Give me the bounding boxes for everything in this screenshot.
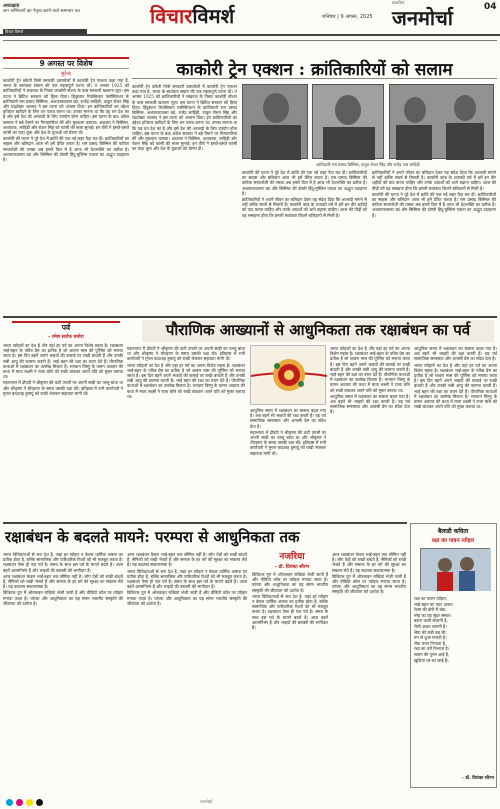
poem-illustration <box>421 549 491 591</box>
poem-line: सावन की पूनम आई है, <box>414 651 450 657</box>
article1-left-text: काकोरी ट्रेन डकैती जिसे सरकारी दस्तावेजों में काकोरी ट्रेन एक्शन कहा गया है, भारत के स्वतंत्रता संग्राम की एक महत्वपूर्ण घटना थी। 9 अगस्त 1925 को क्रांतिकारियों ने लखनऊ के निकट काकोरी स्टेशन के पास सरकारी खजाना लूटा। इस घटना ने ब्रिटिश सरकार को हिला दिया। हिंदुस्तान रिपब्लिकन एसोसिएशन के क्रांतिकारी राम प्रसाद बिस्मिल, अशफाकउल्ला खां, राजेंद्र लाहिड़ी, ठाकुर रोशन सिंह और चंद्रशेखर आजाद ने इस घटना को अंजाम दिया। इन क्रांतिकारियों का उद्देश्य हथियार खरीदने के लिए धन एकत्र करना था। उनका मानना था कि यह धन देश का है और इसे देश की आजादी के लिए उपयोग होना चाहिए। इस घटना के बाद अंग्रेज सरकार ने बड़े पैमाने पर गिरफ्तारियां कीं और मुकदमा चलाया। अदालत ने बिस्मिल, अशफाक, लाहिड़ी और रोशन सिंह को फांसी की सजा सुनाई। इन वीरों ने हंसते-हंसते फांसी का फंदा चूमा और देश के युवाओं को प्रेरणा दी। <box>3 78 129 136</box>
article2-col1-text: भारत त्योहारों का देश है और यहां हर पर्व का अपना विशेष महत्व है। रक्षाबंधन भाई-बहन के पवित्र प्रेम का प्रतीक है जो श्रावण मास की पूर्णिमा को मनाया जाता है। इस दिन बहनें अपने भाइयों की कलाई पर राखी बांधती हैं और उनकी लंबी आयु की कामना करती हैं। भाई बहन की रक्षा का वचन देते हैं। पौराणिक कथाओं में रक्षाबंधन का उल्लेख मिलता है। भगवान विष्णु के वामन अवतार की कथा में माता लक्ष्मी ने राजा बलि को राखी बांधकर अपने पति को मुक्त कराया था। <box>3 343 123 380</box>
article1-mid-column <box>132 84 237 314</box>
article3-col4 <box>332 552 406 792</box>
section-title-b: विमर्श <box>192 4 235 28</box>
article2-col5-text-b: भारत त्योहारों का देश है और यहां हर पर्व का अपना विशेष महत्व है। रक्षाबंधन भाई-बहन के पवित्र प्रेम का प्रतीक है जो श्रावण मास की पूर्णिमा को मनाया जाता है। इस दिन बहनें अपने भाइयों की कलाई पर राखी बांधती हैं और उनकी लंबी आयु की कामना करती हैं। भाई बहन की रक्षा का वचन देते हैं। पौराणिक कथाओं में रक्षाबंधन का उल्लेख मिलता है। भगवान विष्णु के वामन अवतार की कथा में माता लक्ष्मी ने राजा बलि को राखी बांधकर अपने पति को मुक्त कराया था। <box>414 362 497 410</box>
poem-line: रक्षा का पावन त्योहार, <box>414 596 448 601</box>
headline-rakshabandhan: पौराणिक आख्यानों से आधुनिकता तक रक्षाबंधन का पर्व <box>142 320 494 342</box>
article1-col4 <box>372 170 496 314</box>
ad-heading: अध्यक्षता <box>3 3 20 9</box>
poem-author: - डॉ. प्रियंका सौरभ <box>461 776 494 781</box>
rakhi-image <box>250 345 326 405</box>
article3-col1-text-c: डिजिटल युग में ऑनलाइन राखियां भेजी जाती हैं और वीडियो कॉल पर त्योहार मनाया जाता है। परंपरा और आधुनिकता का यह संगम भारतीय संस्कृति की जीवंतता को दर्शाता है। <box>3 590 123 606</box>
publisher: प्रकाशित <box>392 0 405 5</box>
article1-left-text-cont: काकोरी की घटना ने पूरे देश में क्रांति की एक नई लहर पैदा कर दी। क्रांतिकारियों का साहस और बलिदान आज भी हमें प्रेरित करता है। राम प्रसाद बिस्मिल की कविता सरफरोशी की तमन्ना अब हमारे दिल में है आज भी देशभक्ति का प्रतीक है। अशफाकउल्ला खां और बिस्मिल की दोस्ती हिंदू-मुस्लिम एकता का अद्भुत उदाहरण है। <box>3 136 129 163</box>
article1-mid-text: काकोरी ट्रेन डकैती जिसे सरकारी दस्तावेजों में काकोरी ट्रेन एक्शन कहा गया है, भारत के स्वतंत्रता संग्राम की एक महत्वपूर्ण घटना थी। 9 अगस्त 1925 को क्रांतिकारियों ने लखनऊ के निकट काकोरी स्टेशन के पास सरकारी खजाना लूटा। इस घटना ने ब्रिटिश सरकार को हिला दिया। हिंदुस्तान रिपब्लिकन एसोसिएशन के क्रांतिकारी राम प्रसाद बिस्मिल, अशफाकउल्ला खां, राजेंद्र लाहिड़ी, ठाकुर रोशन सिंह और चंद्रशेखर आजाद ने इस घटना को अंजाम दिया। इन क्रांतिकारियों का उद्देश्य हथियार खरीदने के लिए धन एकत्र करना था। उनका मानना था कि यह धन देश का है और इसे देश की आजादी के लिए उपयोग होना चाहिए। इस घटना के बाद अंग्रेज सरकार ने बड़े पैमाने पर गिरफ्तारियां कीं और मुकदमा चलाया। अदालत ने बिस्मिल, अशफाक, लाहिड़ी और रोशन सिंह को फांसी की सजा सुनाई। इन वीरों ने हंसते-हंसते फांसी का फंदा चूमा और देश के युवाओं को प्रेरणा दी। <box>132 84 237 152</box>
article2-col3 <box>250 408 326 518</box>
poem-subtitle: रक्षा का पावन त्योहार <box>431 538 475 544</box>
byline-article2: - रमेश सर्राफ धमोरा <box>48 335 84 340</box>
section-title <box>150 2 234 29</box>
article3-col1-text: भारत विविधताओं से भरा देश है, जहां हर त्योहार न केवल धार्मिक आस्था का प्रतीक होता है, बल्कि सामाजिक और पारिवारिक रिश्तों को भी मजबूत करता है। रक्षाबंधन ऐसा ही एक पर्व है। समय के साथ इस पर्व के मायने बदले हैं। आज बहनें आत्मनिर्भर हैं और भाइयों की बराबरी की भागीदार हैं। <box>3 552 123 573</box>
article2-col4-text: भारत त्योहारों का देश है और यहां हर पर्व का अपना विशेष महत्व है। रक्षाबंधन भाई-बहन के पवित्र प्रेम का प्रतीक है जो श्रावण मास की पूर्णिमा को मनाया जाता है। इस दिन बहनें अपने भाइयों की कलाई पर राखी बांधती हैं और उनकी लंबी आयु की कामना करती हैं। भाई बहन की रक्षा का वचन देते हैं। पौराणिक कथाओं में रक्षाबंधन का उल्लेख मिलता है। भगवान विष्णु के वामन अवतार की कथा में माता लक्ष्मी ने राजा बलि को राखी बांधकर अपने पति को मुक्त कराया था। <box>330 346 410 393</box>
rakhi-illustration <box>251 346 327 406</box>
poem-lines <box>414 596 494 663</box>
article2-col4 <box>330 346 410 518</box>
headline-kakori: काकोरी ट्रेन एक्शन : क्रांतिकारियों को सलाम <box>132 57 497 79</box>
poem-line: रेशम की डोरी में बंधा, <box>414 607 447 613</box>
article1-col4-text: क्रांतिकारियों ने अपने जीवन का बलिदान देकर यह संदेश दिया कि आजादी मांगने से नहीं बल्कि संघर्ष से मिलती है। काकोरी कांड के शताब्दी वर्ष में हमें इन वीर शहीदों को याद करना चाहिए और उनके आदर्शों को आगे बढ़ाना चाहिए। आज की पीढ़ी को यह समझना होगा कि हमारी स्वतंत्रता कितने बलिदानों से मिली है। <box>372 170 496 191</box>
section-bar: विचार विमर्श <box>3 29 87 34</box>
article1-col4-text-b: काकोरी की घटना ने पूरे देश में क्रांति की एक नई लहर पैदा कर दी। क्रांतिकारियों का साहस और बलिदान आज भी हमें प्रेरित करता है। राम प्रसाद बिस्मिल की कविता सरफरोशी की तमन्ना अब हमारे दिल में है आज भी देशभक्ति का प्रतीक है। अशफाकउल्ला खां और बिस्मिल की दोस्ती हिंदू-मुस्लिम एकता का अद्भुत उदाहरण है। <box>372 191 496 218</box>
photo-revolutionary-1 <box>242 84 308 159</box>
article3-col4-text: आज रक्षाबंधन केवल भाई-बहन तक सीमित नहीं है। लोग पेड़ों को राखी बांधते हैं, सैनिकों को राखी भेजते हैं और समाज के हर वर्ग की सुरक्षा का संकल्प लेते हैं। यह बदलाव सकारात्मक है। <box>332 552 406 573</box>
section-rule-1 <box>3 316 497 318</box>
paper-name: जनमोर्चा <box>392 6 453 30</box>
article1-left-column <box>3 78 129 313</box>
section-rule-2 <box>3 522 407 524</box>
article2-col2-text-b: भारत त्योहारों का देश है और यहां हर पर्व का अपना विशेष महत्व है। रक्षाबंधन भाई-बहन के पवित्र प्रेम का प्रतीक है जो श्रावण मास की पूर्णिमा को मनाया जाता है। इस दिन बहनें अपने भाइयों की कलाई पर राखी बांधती हैं और उनकी लंबी आयु की कामना करती हैं। भाई बहन की रक्षा का वचन देते हैं। पौराणिक कथाओं में रक्षाबंधन का उल्लेख मिलता है। भगवान विष्णु के वामन अवतार की कथा में माता लक्ष्मी ने राजा बलि को राखी बांधकर अपने पति को मुक्त कराया था। <box>127 362 245 399</box>
article3-col3 <box>252 572 328 792</box>
poem-line: भैया की लंबी उम्र की, <box>414 629 447 635</box>
page-number: 04 <box>484 2 497 12</box>
article2-col4-text-b: आधुनिक समय में रक्षाबंधन का स्वरूप बदल गया है। अब बहनें भी भाइयों की रक्षा करती हैं। यह पर्व सामाजिक समरसता और आपसी प्रेम का संदेश देता है। <box>330 393 410 415</box>
headline-badalte-mayne: रक्षाबंधन के बदलते मायने: परम्परा से आधुनिकता तक <box>5 528 300 546</box>
article1-col3 <box>242 170 367 314</box>
poem-line: भैया वचन निभाता है, <box>414 640 447 646</box>
poem-line: रोली अक्षत लगाती है। <box>414 623 447 629</box>
special-byline: सुरेन्द्र <box>61 71 71 77</box>
article3-col2-text-b: भारत विविधताओं से भरा देश है, जहां हर त्योहार न केवल धार्मिक आस्था का प्रतीक होता है, बल्कि सामाजिक और पारिवारिक रिश्तों को भी मजबूत करता है। रक्षाबंधन ऐसा ही एक पर्व है। समय के साथ इस पर्व के मायने बदले हैं। आज बहनें आत्मनिर्भर हैं और भाइयों की बराबरी की भागीदार हैं। <box>127 568 247 590</box>
article1-col3-text: काकोरी की घटना ने पूरे देश में क्रांति की एक नई लहर पैदा कर दी। क्रांतिकारियों का साहस और बलिदान आज भी हमें प्रेरित करता है। राम प्रसाद बिस्मिल की कविता सरफरोशी की तमन्ना अब हमारे दिल में है आज भी देशभक्ति का प्रतीक है। अशफाकउल्ला खां और बिस्मिल की दोस्ती हिंदू-मुस्लिम एकता का अद्भुत उदाहरण है। <box>242 170 367 196</box>
article2-col5 <box>414 346 497 518</box>
poem-title: बैलाडी कविता <box>437 528 469 535</box>
footer-text: जनमोर्चा <box>200 799 213 804</box>
poem-line: रक्षा का धर्म निभाता है। <box>414 646 450 652</box>
dateline: शनिवार | 9 अगस्त, 2025 <box>322 14 373 20</box>
article3-col3-text: डिजिटल युग में ऑनलाइन राखियां भेजी जाती हैं और वीडियो कॉल पर त्योहार मनाया जाता है। परंपरा और आधुनिकता का यह संगम भारतीय संस्कृति की जीवंतता को दर्शाता है। <box>252 572 328 593</box>
poem-line: मन से दुआ मनाती है। <box>414 635 447 641</box>
article3-col2-text: आज रक्षाबंधन केवल भाई-बहन तक सीमित नहीं है। लोग पेड़ों को राखी बांधते हैं, सैनिकों को राखी भेजते हैं और समाज के हर वर्ग की सुरक्षा का संकल्प लेते हैं। यह बदलाव सकारात्मक है। <box>127 552 247 568</box>
article2-col3-text: आधुनिक समय में रक्षाबंधन का स्वरूप बदल गया है। अब बहनें भी भाइयों की रक्षा करती हैं। यह पर्व सामाजिक समरसता और आपसी प्रेम का संदेश देता है। <box>250 408 326 429</box>
ad-text: जन अभियानों का नेतृत्व करने वाले समाचार पत्र <box>3 9 80 14</box>
top-rule <box>3 40 497 41</box>
section-title-a: विचार <box>150 4 193 28</box>
photo-revolutionary-3 <box>389 84 494 159</box>
article2-col1 <box>3 343 123 518</box>
masthead <box>0 0 500 36</box>
special-label: 9 अगस्त पर विशेष <box>3 57 129 69</box>
photos-caption: क्रांतिकारी राम प्रसाद बिस्मिल, ठाकुर रोशन सिंह और राजेंद्र नाथ लाहिड़ी <box>316 162 420 167</box>
article2-col2-text: महाभारत में द्रौपदी ने श्रीकृष्ण की कटी उंगली पर अपनी साड़ी का पल्लू बांधा था और श्रीकृष्ण ने चीरहरण के समय उसकी रक्षा की। इतिहास में रानी कर्णावती ने मुगल बादशाह हुमायूं को राखी भेजकर सहायता मांगी थी। <box>127 346 245 362</box>
parv-label: पर्व <box>12 321 120 332</box>
photo-revolutionary-2 <box>312 84 384 159</box>
article3-col2 <box>127 552 247 792</box>
article3-col1 <box>3 552 123 792</box>
poem-line: भाई-बहन का प्यार अपार। <box>414 601 454 607</box>
article3-col4-text-b: डिजिटल युग में ऑनलाइन राखियां भेजी जाती हैं और वीडियो कॉल पर त्योहार मनाया जाता है। परंपरा और आधुनिकता का यह संगम भारतीय संस्कृति की जीवंतता को दर्शाता है। <box>332 573 406 595</box>
article2-col2 <box>127 346 245 518</box>
byline-article3: - डॉ. प्रियंका सौरभ <box>274 565 310 570</box>
print-color-bar <box>0 796 500 809</box>
article3-col1-text-b: आज रक्षाबंधन केवल भाई-बहन तक सीमित नहीं है। लोग पेड़ों को राखी बांधते हैं, सैनिकों को राखी भेजते हैं और समाज के हर वर्ग की सुरक्षा का संकल्प लेते हैं। यह बदलाव सकारात्मक है। <box>3 573 123 590</box>
article2-col3-text-b: महाभारत में द्रौपदी ने श्रीकृष्ण की कटी उंगली पर अपनी साड़ी का पल्लू बांधा था और श्रीकृष्ण ने चीरहरण के समय उसकी रक्षा की। इतिहास में रानी कर्णावती ने मुगल बादशाह हुमायूं को राखी भेजकर सहायता मांगी थी। <box>250 429 326 456</box>
poem-line: स्नेह का यह सुंदर संसार। <box>414 612 452 618</box>
poem-line: खुशियां घर-घर छाई हैं। <box>414 657 449 663</box>
article2-col5-text: आधुनिक समय में रक्षाबंधन का स्वरूप बदल गया है। अब बहनें भी भाइयों की रक्षा करती हैं। यह पर्व सामाजिक समरसता और आपसी प्रेम का संदेश देता है। <box>414 346 497 362</box>
masthead-ad <box>3 3 89 15</box>
poem-line: बहना थाली सजाती है, <box>414 618 448 624</box>
article1-col3-text-b: क्रांतिकारियों ने अपने जीवन का बलिदान देकर यह संदेश दिया कि आजादी मांगने से नहीं बल्कि संघर्ष से मिलती है। काकोरी कांड के शताब्दी वर्ष में हमें इन वीर शहीदों को याद करना चाहिए और उनके आदर्शों को आगे बढ़ाना चाहिए। आज की पीढ़ी को यह समझना होगा कि हमारी स्वतंत्रता कितने बलिदानों से मिली है। <box>242 197 367 218</box>
article3-col2-text-c: डिजिटल युग में ऑनलाइन राखियां भेजी जाती हैं और वीडियो कॉल पर त्योहार मनाया जाता है। परंपरा और आधुनिकता का यह संगम भारतीय संस्कृति की जीवंतता को दर्शाता है। <box>127 590 247 606</box>
poem-image <box>420 548 490 590</box>
najariya-label: नजरिया <box>279 552 305 562</box>
article2-col1-text-b: महाभारत में द्रौपदी ने श्रीकृष्ण की कटी उंगली पर अपनी साड़ी का पल्लू बांधा था और श्रीकृष्ण ने चीरहरण के समय उसकी रक्षा की। इतिहास में रानी कर्णावती ने मुगल बादशाह हुमायूं को राखी भेजकर सहायता मांगी थी। <box>3 380 123 396</box>
article3-col3-text-b: भारत विविधताओं से भरा देश है, जहां हर त्योहार न केवल धार्मिक आस्था का प्रतीक होता है, बल्कि सामाजिक और पारिवारिक रिश्तों को भी मजबूत करता है। रक्षाबंधन ऐसा ही एक पर्व है। समय के साथ इस पर्व के मायने बदले हैं। आज बहनें आत्मनिर्भर हैं और भाइयों की बराबरी की भागीदार हैं। <box>252 593 328 631</box>
